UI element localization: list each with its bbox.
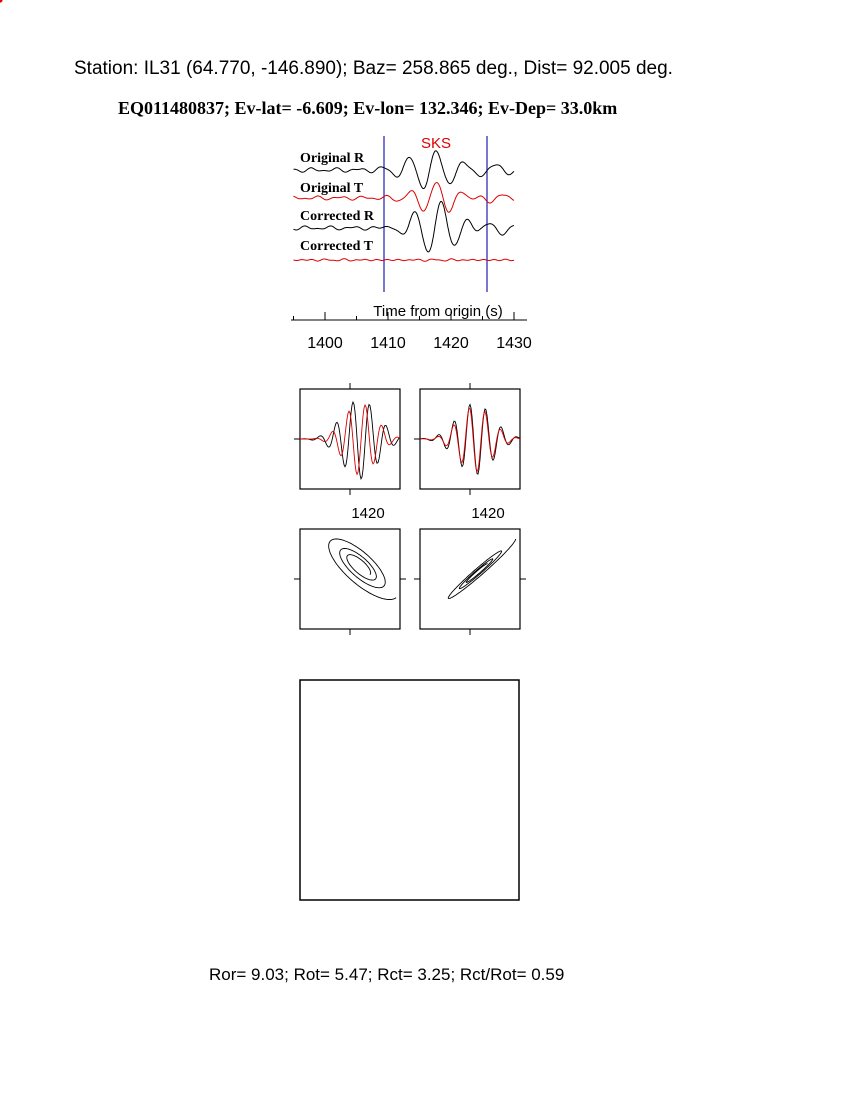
time-axis-label: Time from origin (s)	[373, 303, 503, 320]
particle-motion-box-after	[420, 529, 520, 629]
time-tick-label: 1410	[370, 335, 406, 352]
particle-motion-panel	[294, 529, 526, 635]
waveform-tick-left: 1420	[351, 505, 385, 522]
waveform-after-slow	[420, 408, 520, 471]
trace-label-original-r: Original R	[300, 151, 365, 166]
contour-frame	[300, 680, 519, 900]
trace-label-corrected-t: Corrected T	[300, 239, 373, 254]
particle-motion-ticks	[294, 579, 526, 635]
trace-label-original-t: Original T	[300, 181, 364, 196]
particle-motion-after	[448, 539, 515, 599]
sks-phase-label: SKS	[420, 135, 452, 152]
trace-corrected-t	[294, 259, 515, 262]
best-fit-marker	[0, 0, 3, 3]
time-tick-label: 1420	[433, 335, 469, 352]
seismogram-panel	[291, 135, 532, 352]
station-info: Station: IL31 (64.770, -146.890); Baz= 258.865 deg., Dist= 92.005 deg.	[74, 58, 673, 79]
ratio-summary: Ror= 9.03; Rot= 5.47; Rct= 3.25; Rct/Rot= 0.59	[209, 965, 565, 984]
waveform-comparison-panel	[294, 383, 520, 522]
time-tick-label: 1430	[496, 335, 532, 352]
time-tick-label: 1400	[307, 335, 343, 352]
event-info: EQ011480837; Ev-lat= -6.609; Ev-lon= 132.346; Ev-Dep= 33.0km	[118, 98, 618, 118]
waveform-tick-right: 1420	[471, 505, 505, 522]
trace-label-corrected-r: Corrected R	[300, 209, 374, 224]
particle-motion-before	[329, 539, 396, 600]
